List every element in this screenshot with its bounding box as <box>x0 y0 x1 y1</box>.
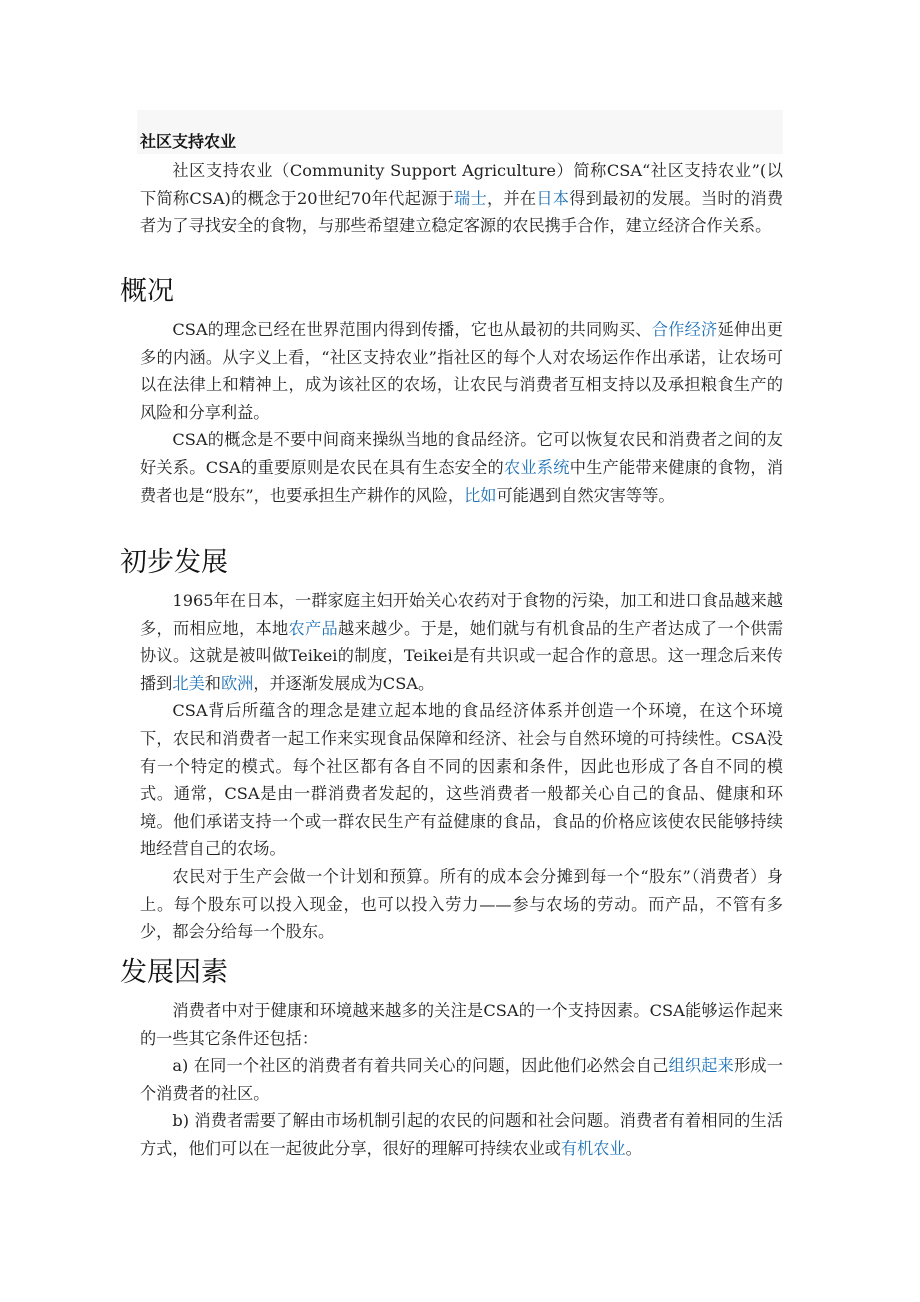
intro-paragraph <box>140 157 783 240</box>
early-development-section <box>140 587 783 946</box>
early-paragraph-2: CSA背后所蕴含的理念是建立起本地的食品经济体系并创造一个环境，在这个环境下，农民和消费者一起工作来实现食品保障和经济、社会与自然环境的可持续性。CSA没有一个特定的模式。每个社区都有各自不同的因素和条件，因此也形成了各自不同的模式。通常，CSA是由一群消费者发起的，这些消费者一般都关心自己的食品、健康和环境。他们承诺支持一个或一群农民生产有益健康的食品，食品的价格应该使农民能够持续地经营自己的农场。 <box>140 701 783 859</box>
link-for-example[interactable]: 比如 <box>464 485 497 505</box>
overview-paragraph-1 <box>140 316 783 426</box>
overview-p2-text-3: 可能遇到自然灾害等等。 <box>496 485 675 505</box>
early-p1-text-2: 越来越少。于是，她们就与有机食品的生产者达成了一个供需协议。这就是被叫做Teikei的制度，Teikei是有共识或一起合作的意思。这一理念后来传播到 <box>140 618 784 693</box>
factors-section <box>140 997 783 1163</box>
intro-text-1: 社区支持农业（Community Support Agriculture）简称CSA“社区支持农业”(以下简称CSA)的概念于20世纪70年代起源于 <box>140 161 783 208</box>
early-p1-text-3: 和 <box>204 673 221 693</box>
factors-item-b <box>140 1107 783 1162</box>
factors-b-text-1: b) 消费者需要了解由市场机制引起的农民的问题和社会问题。消费者有着相同的生活方式，他们可以在一起彼此分享，很好的理解可持续农业或 <box>140 1111 783 1158</box>
early-p1-text-4: ，并逐渐发展成为CSA。 <box>253 673 435 693</box>
factors-a-text-2: 形成一个消费者的社区。 <box>140 1056 783 1103</box>
link-agricultural-system[interactable]: 农业系统 <box>503 457 570 477</box>
heading-overview: 概况 <box>120 276 174 307</box>
link-switzerland[interactable]: 瑞士 <box>454 188 487 208</box>
early-paragraph-3: 农民对于生产会做一个计划和预算。所有的成本会分摊到每一个“股东”（消费者）身上。每个股东可以投入现金，也可以投入劳力——参与农场的劳动。而产品，不管有多少，都会分给每一个股东。 <box>140 866 783 942</box>
overview-section <box>140 316 783 509</box>
link-japan[interactable]: 日本 <box>536 188 570 208</box>
overview-p2-text-1: CSA的概念是不要中间商来操纵当地的食品经济。它可以恢复农民和消费者之间的友好关系。CSA的重要原则是农民在具有生态安全的 <box>140 430 783 477</box>
factors-item-a <box>140 1052 783 1107</box>
overview-p1-text-2: 延伸出更多的内涵。从字义上看，“社区支持农业”指社区的每个人对农场运作作出承诺，让农场可以在法律上和精神上，成为该社区的农场，让农民与消费者互相支持以及承担粮食生产的风险和分享利益。 <box>140 320 783 422</box>
link-cooperative-economy[interactable]: 合作经济 <box>651 320 718 339</box>
link-north-america[interactable]: 北美 <box>172 673 205 693</box>
overview-p1-text-1: CSA的理念已经在世界范围内得到传播，它也从最初的共同购买、 <box>172 320 652 339</box>
overview-paragraph-2 <box>140 426 783 509</box>
link-organize[interactable]: 组织起来 <box>668 1056 735 1076</box>
factors-paragraph-1: 消费者中对于健康和环境越来越多的关注是CSA的一个支持因素。CSA能够运作起来的一些其它条件还包括： <box>140 1001 783 1048</box>
link-agricultural-products[interactable]: 农产品 <box>288 618 338 638</box>
intro-text-2: ，并在 <box>486 188 537 208</box>
intro-section <box>140 157 783 240</box>
heading-early-development: 初步发展 <box>120 547 228 578</box>
overview-p2-text-2: 中生产能带来健康的食物，消费者也是“股东”，也要承担生产耕作的风险， <box>140 457 784 505</box>
early-paragraph-1 <box>140 587 783 697</box>
intro-text-3: 得到最初的发展。当时的消费者为了寻找安全的食物，与那些希望建立稳定客源的农民携手合作，建立经济合作关系。 <box>140 188 784 236</box>
heading-development-factors: 发展因素 <box>120 957 228 988</box>
factors-b-text-2: 。 <box>625 1138 642 1158</box>
early-p1-text-1: 1965年在日本，一群家庭主妇开始关心农药对于食物的污染，加工和进口食品越来越多，而相应地，本地 <box>140 591 783 638</box>
link-organic-agriculture[interactable]: 有机农业 <box>560 1138 626 1158</box>
factors-a-text-1: a) 在同一个社区的消费者有着共同关心的问题，因此他们必然会自己 <box>172 1056 669 1076</box>
document-title: 社区支持农业 <box>140 132 237 151</box>
link-europe[interactable]: 欧洲 <box>220 673 254 693</box>
